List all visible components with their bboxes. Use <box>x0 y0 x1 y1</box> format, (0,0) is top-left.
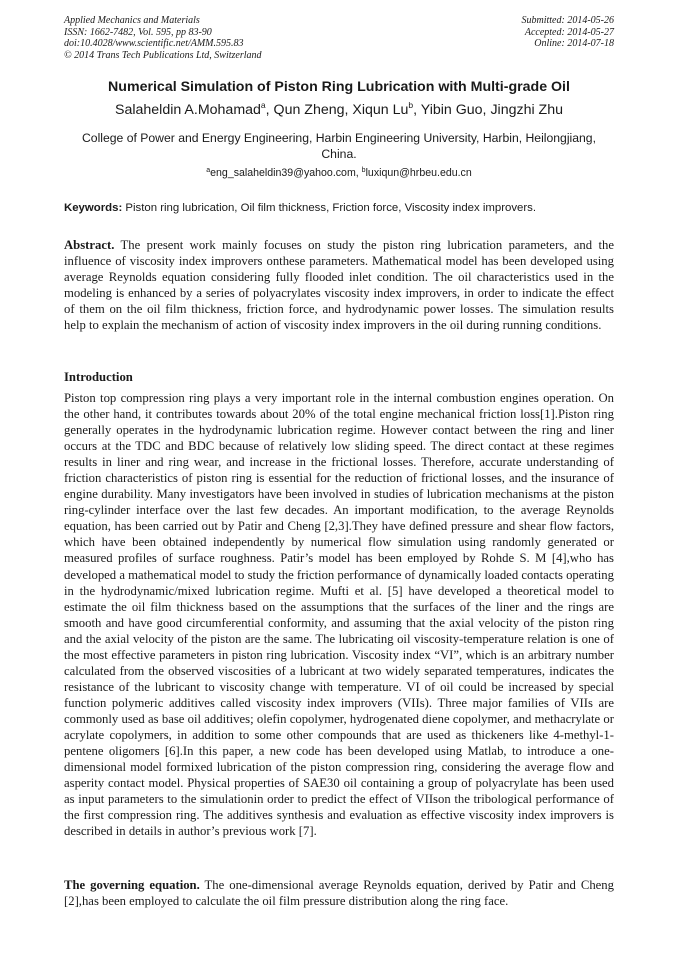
date-accepted: Accepted: 2014-05-27 <box>524 26 614 38</box>
author-1: Salaheldin A.Mohamad <box>115 102 261 118</box>
governing-equation-paragraph <box>64 877 614 909</box>
publication-dates <box>522 15 615 50</box>
keywords <box>64 202 614 214</box>
journal-copyright: © 2014 Trans Tech Publications Ltd, Switzerland <box>64 49 262 61</box>
author-3-superscript: b <box>408 100 414 110</box>
journal-doi: doi:10.4028/www.scientific.net/AMM.595.83 <box>64 38 244 50</box>
paper-title: Numerical Simulation of Piston Ring Lubrication with Multi-grade Oil <box>108 79 570 95</box>
abstract-label: Abstract. <box>64 238 115 252</box>
email-b-superscript: b <box>361 167 366 174</box>
author-list <box>40 102 638 118</box>
journal-header <box>64 15 614 65</box>
date-online: Online: 2014-07-18 <box>534 38 614 50</box>
journal-info <box>64 15 262 61</box>
date-submitted: Submitted: 2014-05-26 <box>521 15 614 26</box>
keywords-text: Piston ring lubrication, Oil film thickness, Friction force, Viscosity index improvers. <box>122 202 537 214</box>
authors-2-3: , Qun Zheng, Xiqun Lu <box>265 102 409 118</box>
journal-name: Applied Mechanics and Materials <box>64 15 200 26</box>
abstract <box>64 237 614 333</box>
introduction-paragraph: Piston top compression ring plays a very important role in the internal combustion engines operation. On the other hand, it contributes towards about 20% of the total engine mechanical friction loss[1].Piston ring generally operates in the hydrodynamic lubrication regime. However contact between the ring and liner occurs at the TDC and BDC because of relatively low sliding speed. The direct contact at these regimes results in liner and ring wear, and increase in the frictional losses. Therefore, accurate understanding of friction characteristics of piston ring is essential for the reduction of frictional losses, and the insurance of engine durability. Many investigators have been involved in studies of lubrication mechanisms at the piston ring-cylinder interface over the last few decades. An important modification, to the average Reynolds equation, has been carried out by Patir and Cheng [2,3].They have defined pressure and shear flow factors, which have been obtained independently by numerical flow simulation using randomly generated or measured profiles of surface roughness. Patir’s model has been employed by Rohde S. M [4],who has developed a mathematical model to study the friction performance of dynamically loaded contacts operating in the hydrodynamic/mixed lubrication regime. Mufti et al. [5] have developed a theoretical model to estimate the oil film thickness based on the assumptions that the surfaces of the liner and the rings are smooth and have good circumferential conformity, and assuming that the axial velocity of the piston ring and the axial velocity of the piston are the same. The lubricating oil viscosity-temperature relation is one of the most effective parameters in piston ring lubrication. Viscosity index “VI”, which is an arbitrary number calculated from the observed viscosities of a lubricant at two widely separated temperatures, indicates the resistance of the lubricant to viscosity change with temperature. VI of oil could be increased by special function polymeric additives called viscosity index improvers (VIIs). Three major families of VIIs are commonly used as base oil additives; olefin copolymer, hydrogenated diene copolymer, and methacrylate or acrylate copolymers, in addition to some other compounds that are used as thickeners like 4-methyl-1-pentene oligomers [6].In this paper, a new code has been developed using Matlab, to introduce a one-dimensional model formixed lubrication of the piston compression ring, considering the average flow and asperity contact model. Physical properties of SAE30 oil containing a group of polyacrylate has been used as input parameters to the simulationin order to predict the effect of VIIson the tribological performance of the first compression ring. The additives synthesis and evaluation as effective viscosity index improvers is described in details in author’s previous work [7]. <box>64 391 614 839</box>
affiliation: College of Power and Energy Engineering, Harbin Engineering University, Harbin, Heilongjiang, China. <box>82 131 596 161</box>
email-a: eng_salaheldin39@yahoo.com, <box>210 167 362 179</box>
introduction-heading: Introduction <box>64 370 133 384</box>
governing-equation-text: The one-dimensional average Reynolds equation, derived by Patir and Cheng [2],has been employed to calculate the oil film pressure distribution along the ring face. <box>64 878 614 909</box>
email-a-superscript: a <box>206 167 211 174</box>
author-emails <box>64 167 614 179</box>
governing-equation-label: The governing equation. <box>64 878 200 892</box>
author-1-superscript: a <box>260 100 266 110</box>
journal-issn: ISSN: 1662-7482, Vol. 595, pp 83-90 <box>64 26 212 38</box>
abstract-text: The present work mainly focuses on study the piston ring lubrication parameters, and the influence of viscosity index improvers onthese parameters. Mathematical model has been developed using average Reynolds equation considering fully flooded inlet condition. The oil characteristics used in the modeling is enhanced by a series of polyacrylates viscosity index improvers, in order to indicate the effect of them on the oil film thickness, friction force, and hydrodynamic power losses. The simulation results help to explain the mechanism of action of viscosity index improvers in the oil during running conditions. <box>64 238 614 333</box>
keywords-label: Keywords: <box>64 202 123 214</box>
email-b: luxiqun@hrbeu.edu.cn <box>365 167 472 179</box>
authors-4-5: , Yibin Guo, Jingzhi Zhu <box>413 102 563 118</box>
